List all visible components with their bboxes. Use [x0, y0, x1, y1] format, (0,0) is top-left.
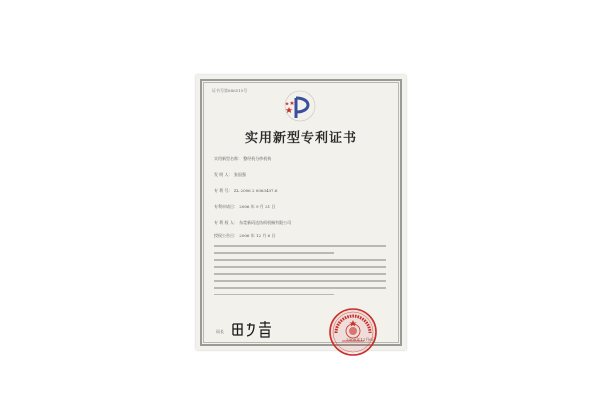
certificate-body-text: [214, 237, 386, 301]
body-line: [214, 287, 386, 289]
seal-date: 2006年12月6日: [346, 337, 376, 342]
body-line: [214, 273, 386, 275]
grant-announcement-date: 授权公告日： 2006 年 12 月 6 日: [214, 233, 276, 238]
body-line: [214, 294, 334, 296]
filing-date: 专利申请日： 2006 年 9 月 21 日: [214, 204, 276, 209]
patent-number: 专 利 号： ZL 2006 2 0063437.6: [214, 188, 278, 193]
patent-certificate: [196, 75, 406, 350]
director-signature: [230, 319, 274, 339]
body-line: [214, 252, 334, 254]
director-label: 局长: [216, 329, 224, 334]
utility-model-name: 实用新型名称： 整经机分纱机构: [214, 156, 272, 161]
certificate-title: 实用新型专利证书: [244, 131, 357, 146]
body-line: [214, 280, 386, 282]
certificate-number: 证书号第846515号: [212, 88, 248, 93]
body-line: [214, 259, 386, 261]
patentee: 专 利 权 人： 东莞新码达纺织机械有限公司: [214, 220, 292, 225]
patent-office-emblem-icon: [280, 90, 320, 124]
inventor: 发 明 人： 张国强: [214, 172, 246, 177]
official-seal-icon: [328, 307, 378, 357]
body-line: [214, 245, 386, 247]
body-line: [214, 266, 386, 268]
